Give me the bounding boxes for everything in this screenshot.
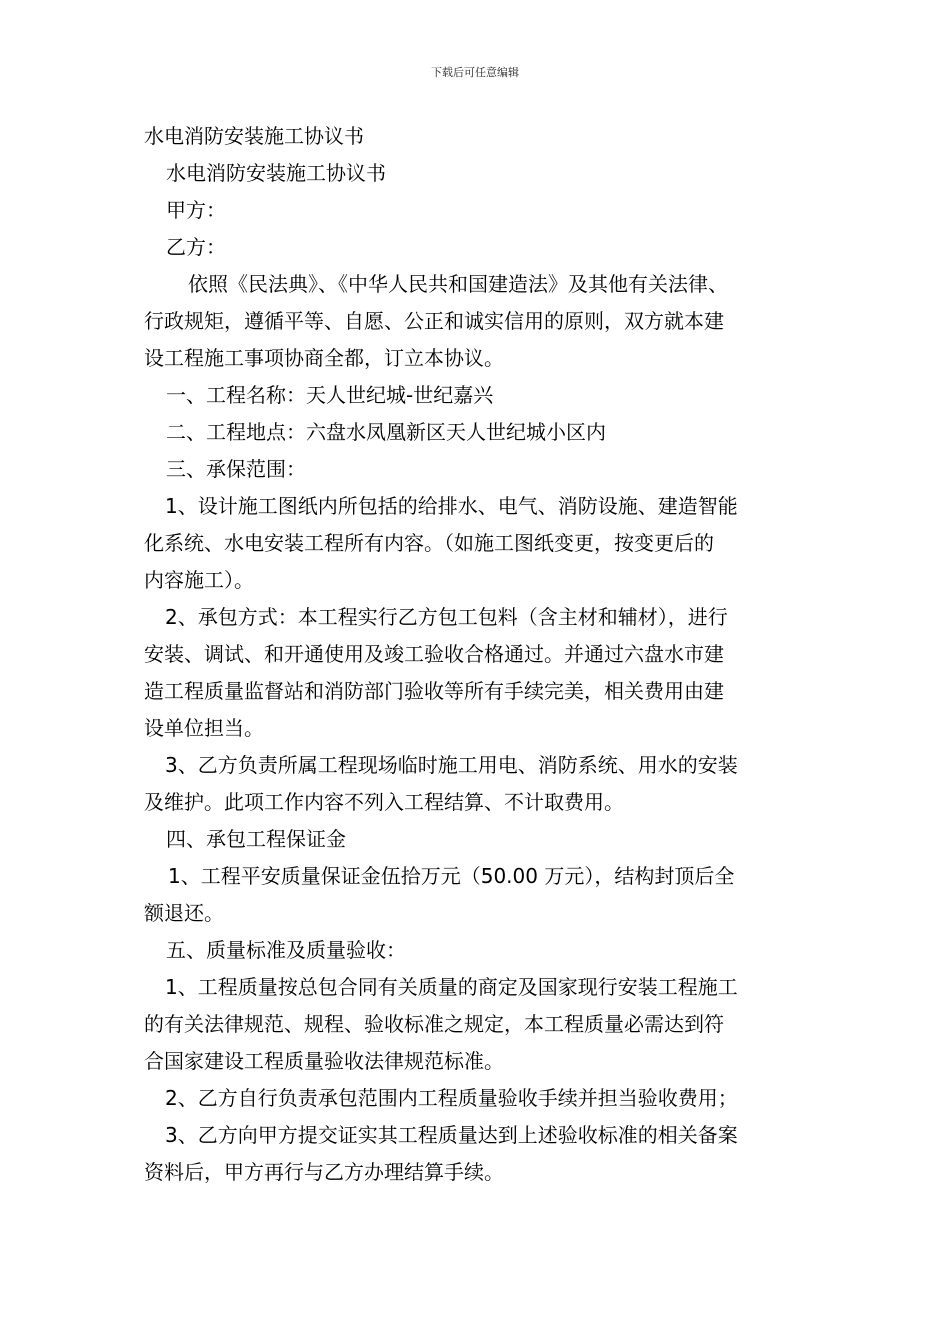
section-deposit-heading: 四、承包工程保证金 xyxy=(166,827,346,851)
scope-item-2 xyxy=(144,599,814,747)
paragraph-line: 化系统、水电安装工程所有内容。（如施工图纸变更，按变更后的 xyxy=(144,531,714,555)
deposit-item-1 xyxy=(144,858,814,932)
paragraph-line: 1、工程平安质量保证金伍拾万元（50.00 万元），结构封顶后全 xyxy=(168,864,735,888)
section-quality-heading: 五、质量标准及质量验收： xyxy=(166,938,406,962)
section-project-name: 一、工程名称：天人世纪城-世纪嘉兴 xyxy=(166,383,494,407)
quality-item-2: 2、乙方自行负责承包范围内工程质量验收手续并担当验收费用； xyxy=(165,1086,738,1110)
scope-item-1 xyxy=(144,488,814,599)
paragraph-line: 资料后，甲方再行与乙方办理结算手续。 xyxy=(144,1160,504,1184)
section-project-location: 二、工程地点：六盘水凤凰新区天人世纪城小区内 xyxy=(166,420,606,444)
paragraph-line: 合国家建设工程质量验收法律规范标准。 xyxy=(144,1049,504,1073)
page-header-note: 下载后可任意编辑 xyxy=(431,66,519,79)
paragraph-line: 内容施工）。 xyxy=(144,568,254,592)
document-title: 水电消防安装施工协议书 xyxy=(144,124,364,148)
document-subtitle: 水电消防安装施工协议书 xyxy=(166,161,386,185)
paragraph-line: 3、乙方向甲方提交证实其工程质量达到上述验收标准的相关备案 xyxy=(165,1123,738,1147)
party-a-label: 甲方： xyxy=(166,198,226,222)
paragraph-line: 造工程质量监督站和消防部门验收等所有手续完美，相关费用由建 xyxy=(144,679,724,703)
paragraph-line: 设单位担当。 xyxy=(144,716,264,740)
quality-item-1 xyxy=(144,969,814,1080)
intro-line: 依照《民法典》、《中华人民共和国建造法》及其他有关法律、 xyxy=(188,272,728,296)
document-body xyxy=(144,118,814,1191)
paragraph-line: 1、设计施工图纸内所包括的给排水、电气、消防设施、建造智能 xyxy=(165,494,738,518)
paragraph-line: 3、乙方负责所属工程现场临时施工用电、消防系统、用水的安装 xyxy=(165,753,738,777)
intro-line: 设工程施工事项协商全都，订立本协议。 xyxy=(144,346,504,370)
paragraph-line: 安装、调试、和开通使用及竣工验收合格通过。并通过六盘水市建 xyxy=(144,642,724,666)
scope-item-3 xyxy=(144,747,814,821)
paragraph-line: 的有关法律规范、规程、验收标准之规定，本工程质量必需达到符 xyxy=(144,1012,724,1036)
paragraph-line: 1、工程质量按总包合同有关质量的商定及国家现行安装工程施工 xyxy=(165,975,738,999)
party-b-label: 乙方： xyxy=(166,235,226,259)
intro-line: 行政规矩，遵循平等、自愿、公正和诚实信用的原则，双方就本建 xyxy=(144,309,724,333)
section-scope-heading: 三、承保范围： xyxy=(166,457,306,481)
intro-paragraph xyxy=(144,266,814,377)
paragraph-line: 2、承包方式：本工程实行乙方包工包料（含主材和辅材），进行 xyxy=(165,605,728,629)
paragraph-line: 及维护。此项工作内容不列入工程结算、不计取费用。 xyxy=(144,790,624,814)
paragraph-line: 额退还。 xyxy=(144,901,224,925)
quality-item-3 xyxy=(144,1117,814,1191)
